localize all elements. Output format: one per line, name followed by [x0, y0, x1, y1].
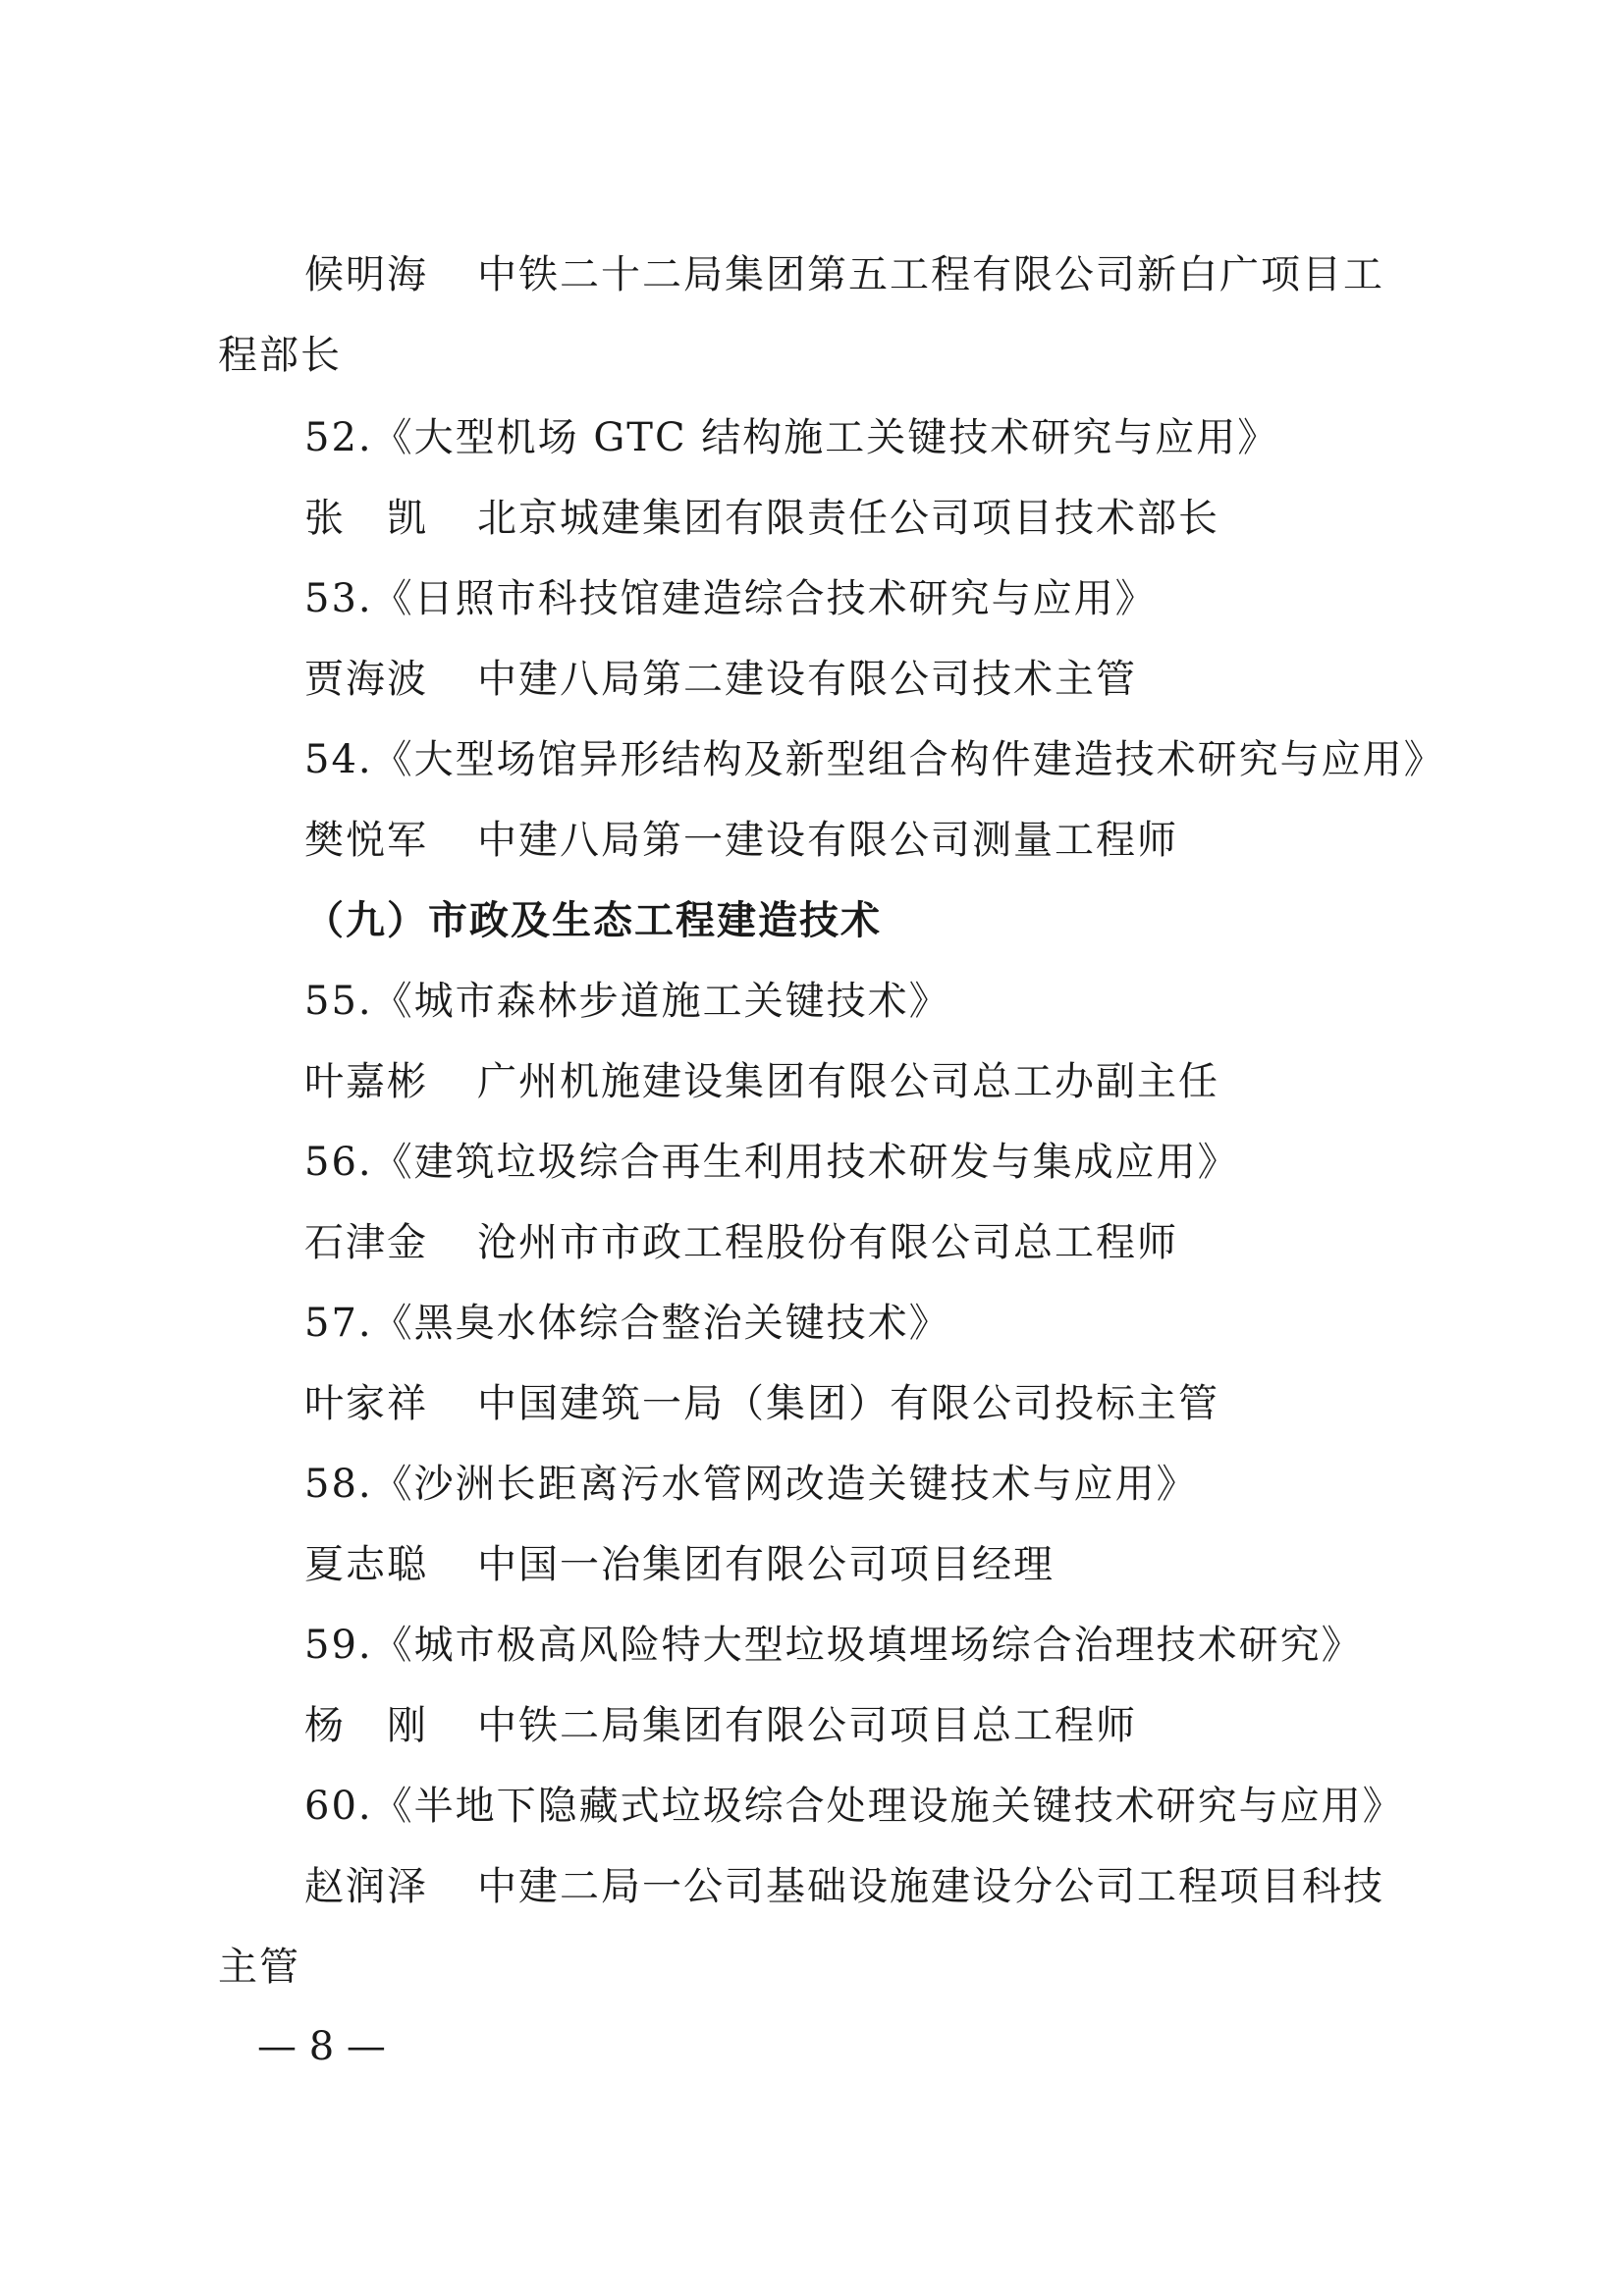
- entry-title-54: 54.《大型场馆异形结构及新型组合构件建造技术研究与应用》: [304, 737, 1445, 782]
- person-line-57: [304, 1376, 1219, 1431]
- person-org: 沧州市市政工程股份有限公司总工程师: [477, 1220, 1178, 1265]
- entry-title-59: 59.《城市极高风险特大型垃圾填埋场综合治理技术研究》: [304, 1623, 1363, 1668]
- person-name: 樊悦军: [304, 818, 428, 863]
- entry-title-57: 57.《黑臭水体综合整治关键技术》: [304, 1301, 950, 1346]
- person-line-60-cont: [218, 1940, 300, 1995]
- person-org: 中国一冶集团有限公司项目经理: [477, 1542, 1055, 1587]
- person-org: 中铁二局集团有限公司项目总工程师: [477, 1703, 1137, 1748]
- person-line-56: [304, 1215, 1178, 1270]
- person-org-cont: 主管: [218, 1945, 300, 1990]
- person-org: 中国建筑一局（集团）有限公司投标主管: [477, 1381, 1219, 1426]
- person-name: 张 凯: [304, 496, 428, 541]
- entry-title-55: 55.《城市森林步道施工关键技术》: [304, 979, 950, 1024]
- person-name: 候明海: [304, 252, 428, 297]
- person-org: 中铁二十二局集团第五工程有限公司新白广项目工: [477, 252, 1384, 297]
- person-line-51-cont: [218, 328, 342, 383]
- entry-title-53: 53.《日照市科技馆建造综合技术研究与应用》: [304, 576, 1157, 621]
- person-line-53: [304, 652, 1137, 707]
- entry-title-52: 52.《大型机场 GTC 结构施工关键技术研究与应用》: [304, 415, 1279, 460]
- person-line-60: [304, 1859, 1384, 1914]
- person-line-52: [304, 491, 1219, 546]
- person-name: 叶嘉彬: [304, 1059, 428, 1104]
- person-name: 杨 刚: [304, 1703, 428, 1748]
- person-line-51: [304, 247, 1384, 302]
- person-org: 中建八局第二建设有限公司技术主管: [477, 657, 1137, 702]
- person-name: 赵润泽: [304, 1864, 428, 1909]
- person-org: 中建八局第一建设有限公司测量工程师: [477, 818, 1178, 863]
- person-line-54: [304, 813, 1178, 868]
- entry-title-58: 58.《沙洲长距离污水管网改造关键技术与应用》: [304, 1462, 1198, 1507]
- person-org: 中建二局一公司基础设施建设分公司工程项目科技: [477, 1864, 1384, 1909]
- person-name: 夏志聪: [304, 1542, 428, 1587]
- person-org: 北京城建集团有限责任公司项目技术部长: [477, 496, 1219, 541]
- person-name: 叶家祥: [304, 1381, 428, 1426]
- person-line-59: [304, 1698, 1137, 1753]
- section-heading: （九）市政及生态工程建造技术: [304, 898, 882, 943]
- person-org-cont: 程部长: [218, 333, 342, 378]
- page-number: — 8 —: [257, 2024, 386, 2069]
- person-line-58: [304, 1537, 1055, 1592]
- person-name: 贾海波: [304, 657, 428, 702]
- entry-title-60: 60.《半地下隐藏式垃圾综合处理设施关键技术研究与应用》: [304, 1784, 1404, 1829]
- person-line-55: [304, 1054, 1219, 1109]
- person-org: 广州机施建设集团有限公司总工办副主任: [477, 1059, 1219, 1104]
- entry-title-56: 56.《建筑垃圾综合再生利用技术研发与集成应用》: [304, 1140, 1239, 1185]
- person-name: 石津金: [304, 1220, 428, 1265]
